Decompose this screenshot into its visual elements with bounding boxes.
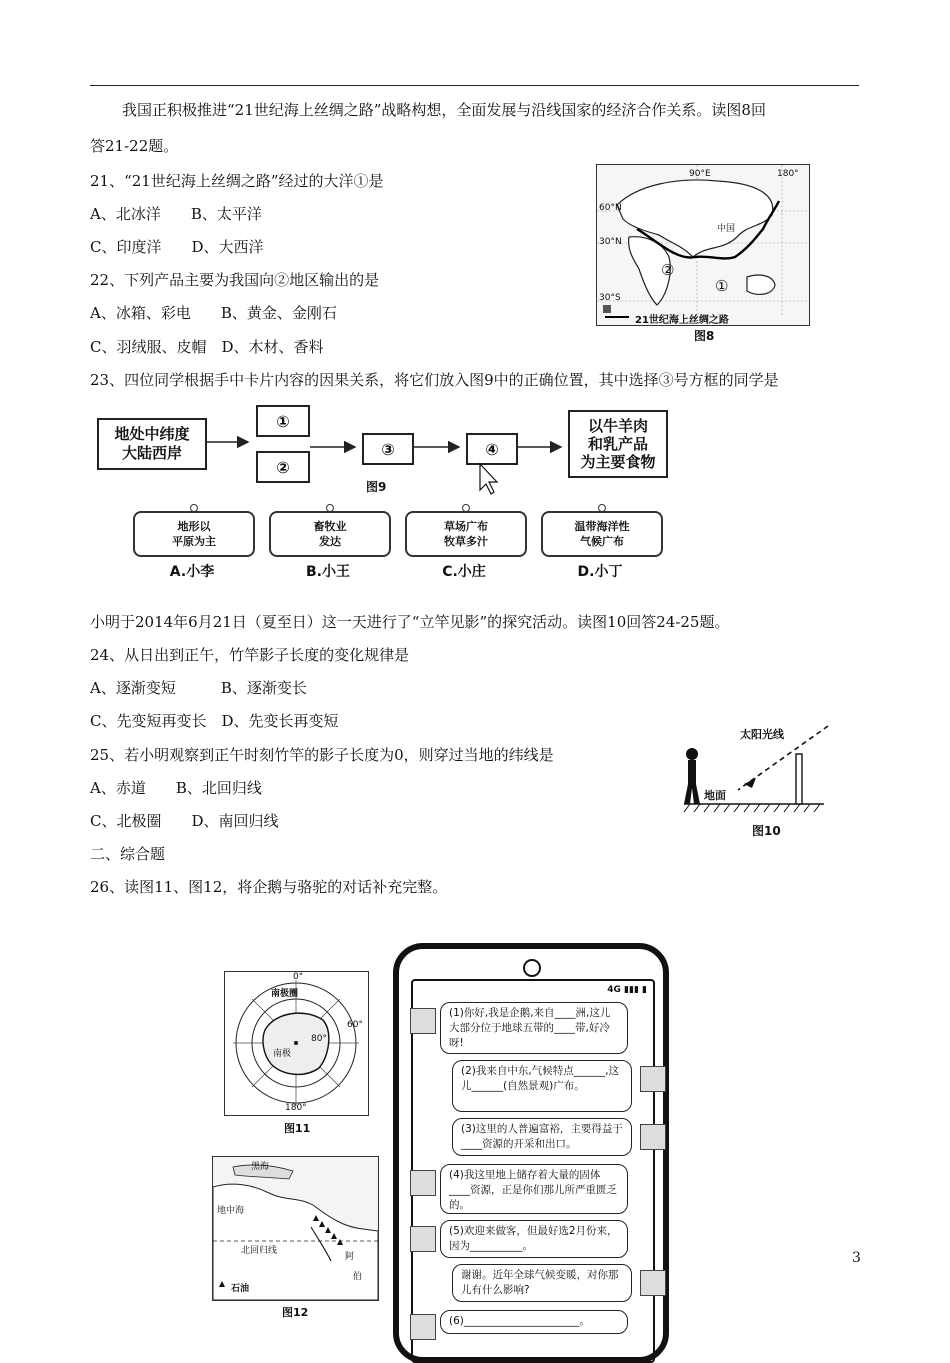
- section-2-heading: 二、综合题: [90, 845, 166, 863]
- penguin-avatar-icon: [410, 1170, 436, 1196]
- message-2: (2)我来自中东,气候特点______,这儿______(自然景观)广布。: [452, 1060, 632, 1112]
- fig8-china-label: 中国: [717, 224, 736, 234]
- figure-11-map: [224, 971, 369, 1116]
- q22-options-cd: C、羽绒服、皮帽 D、木材、香料: [90, 338, 324, 356]
- fig12-legend: 石油: [231, 1284, 250, 1294]
- header-rule: [90, 85, 859, 86]
- world-map-sketch: [597, 165, 809, 325]
- fig11-caption: 图11: [284, 1122, 311, 1135]
- card-hole-icon: [598, 504, 606, 512]
- fig9-card-b-label: B.小王: [306, 564, 350, 580]
- fig12-mediterranean: 地中海: [217, 1206, 245, 1216]
- fig8-lat-30s: 30°S: [599, 293, 621, 303]
- fig11-circle-label: 南极圈: [271, 989, 299, 999]
- fig9-box-2: ②: [256, 451, 310, 483]
- q22-stem: 22、下列产品主要为我国向②地区输出的是: [90, 271, 380, 289]
- fig9-end-box: 以牛羊肉 和乳产品 为主要食物: [568, 410, 668, 478]
- fig8-marker-1: ①: [715, 277, 729, 295]
- q23-stem: 23、四位同学根据手中卡片内容的因果关系，将它们放入图9中的正确位置，其中选择③号方框的同学是: [90, 371, 779, 389]
- fig9-start-box: 地处中纬度 大陆西岸: [97, 418, 207, 470]
- fig8-lat-60n: 60°N: [599, 203, 622, 213]
- card-a-text: 地形以 平原为主: [172, 520, 216, 548]
- network-label: 4G: [607, 985, 621, 995]
- penguin-avatar-icon: [410, 1314, 436, 1340]
- camel-avatar-icon: [640, 1270, 666, 1296]
- message-5: (5)欢迎来做客，但最好选2月份来，因为__________。: [440, 1220, 628, 1258]
- fig8-marker-2: ②: [661, 261, 675, 279]
- fig12-tropic-label: 北回归线: [241, 1246, 278, 1256]
- q21-options-cd: C、印度洋 D、大西洋: [90, 238, 264, 256]
- figure-8-map: [596, 164, 810, 326]
- q22-options-ab: A、冰箱、彩电 B、黄金、金刚石: [90, 304, 337, 322]
- fig10-ground-label: 地面: [704, 789, 726, 802]
- message-6: 谢谢。近年全球气候变暖，对你那儿有什么影响?: [452, 1264, 632, 1302]
- fig12-label-arab: 阿: [345, 1252, 355, 1262]
- fig9-box-1: ①: [256, 405, 310, 437]
- q25-options-ab: A、赤道 B、北回归线: [90, 779, 262, 797]
- q25-options-cd: C、北极圈 D、南回归线: [90, 812, 279, 830]
- fig9-box-3: ③: [362, 433, 414, 465]
- q24-options-cd: C、先变短再变长 D、先变长再变短: [90, 712, 339, 730]
- card-hole-icon: [462, 504, 470, 512]
- fig9-card-b: [269, 511, 391, 557]
- message-4: (4)我这里地上储存着大量的固体____资源，正是你们那儿所严重匮乏的。: [440, 1164, 628, 1214]
- fig11-lon-0: 0°: [293, 972, 304, 982]
- status-bar: [607, 985, 647, 995]
- card-c-text: 草场广布 牧草多汁: [444, 520, 488, 548]
- camel-avatar-icon: [640, 1066, 666, 1092]
- signal-icon: ▮▮▮ ▮: [624, 985, 647, 995]
- card-hole-icon: [190, 504, 198, 512]
- phone-camera-icon: [523, 959, 541, 977]
- fig11-lat-80: 80°: [311, 1034, 327, 1044]
- fig9-card-c-label: C.小庄: [442, 564, 486, 580]
- fig9-card-a-label: A.小李: [169, 564, 215, 580]
- fig10-caption: 图10: [752, 824, 781, 838]
- penguin-avatar-icon: [410, 1226, 436, 1252]
- card-b-text: 畜牧业 发达: [313, 520, 347, 548]
- fig8-legend: 21世纪海上丝绸之路: [635, 315, 729, 326]
- message-3: (3)这里的人普遍富裕，主要得益于____资源的开采和出口。: [452, 1118, 632, 1156]
- q26-stem: 26、读图11、图12，将企鹅与骆驼的对话补充完整。: [90, 878, 448, 896]
- q25-stem: 25、若小明观察到正午时刻竹竿的影子长度为0，则穿过当地的纬线是: [90, 746, 554, 764]
- q21-stem: 21、“21世纪海上丝绸之路”经过的大洋①是: [90, 172, 384, 190]
- intro-line-2: 答21-22题。: [90, 137, 179, 155]
- fig8-caption: 图8: [694, 329, 715, 343]
- fig8-lat-30n: 30°N: [599, 237, 622, 247]
- fig12-label-gulf: 伯: [353, 1272, 363, 1282]
- fig9-caption: 图9: [366, 480, 387, 494]
- fig8-lon-180: 180°: [777, 169, 799, 179]
- fig11-pole-label: 南极: [273, 1049, 292, 1059]
- page-number: 3: [852, 1250, 861, 1266]
- message-7: (6)______________________。: [440, 1310, 628, 1334]
- fig8-lon-90e: 90°E: [689, 169, 711, 179]
- fig9-card-a: [133, 511, 255, 557]
- penguin-avatar-icon: [410, 1008, 436, 1034]
- fig9-card-d-label: D.小丁: [577, 564, 623, 580]
- q21-options-ab: A、北冰洋 B、太平洋: [90, 205, 262, 223]
- figure-12-map: [212, 1156, 379, 1301]
- q24-stem: 24、从日出到正午，竹竿影子长度的变化规律是: [90, 646, 410, 664]
- fig9-card-d: [541, 511, 663, 557]
- fig11-lon-180: 180°: [285, 1103, 307, 1113]
- message-1: (1)你好,我是企鹅,来自____洲,这儿大部分位于地球五带的____带,好冷呀!: [440, 1002, 628, 1054]
- q24-options-ab: A、逐渐变短 B、逐渐变长: [90, 679, 307, 697]
- fig10-sun-label: 太阳光线: [740, 728, 784, 741]
- card-d-text: 温带海洋性 气候广布: [574, 520, 630, 548]
- fig12-black-sea: 黑海: [251, 1162, 270, 1172]
- fig11-lat-60: 60°: [347, 1020, 363, 1030]
- intro-line-1: 我国正积极推进“21世纪海上丝绸之路”战略构想，全面发展与沿线国家的经济合作关系。读图8回: [122, 101, 766, 119]
- intro-2: 小明于2014年6月21日（夏至日）这一天进行了“立竿见影”的探究活动。读图10回答24-25题。: [90, 613, 730, 631]
- fig9-box-4: ④: [466, 433, 518, 465]
- card-hole-icon: [326, 504, 334, 512]
- fig12-caption: 图12: [282, 1306, 309, 1319]
- camel-avatar-icon: [640, 1124, 666, 1150]
- fig9-card-c: [405, 511, 527, 557]
